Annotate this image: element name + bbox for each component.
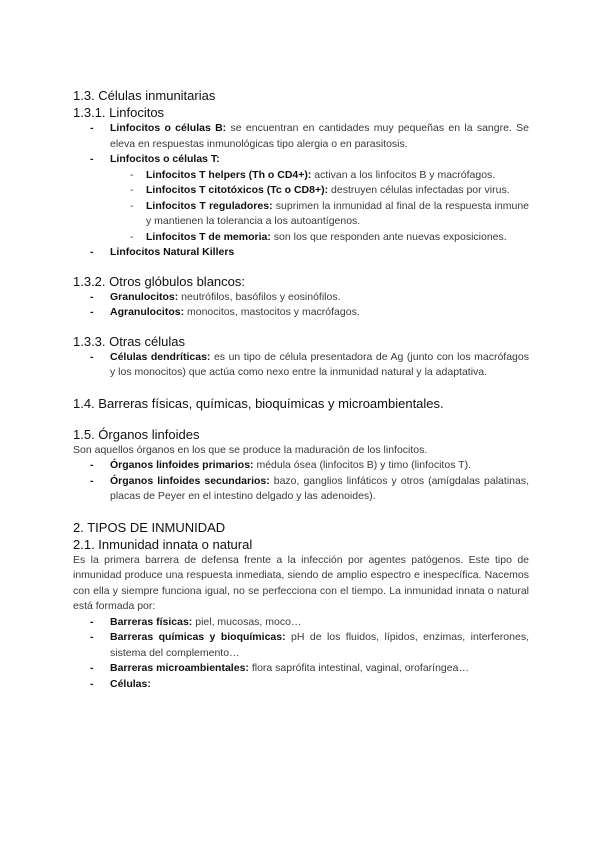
item-text: destruyen células infectadas por virus. <box>328 184 510 196</box>
dash-bullet: - <box>90 122 94 134</box>
dash-bullet: - <box>90 677 94 690</box>
item-text: piel, mucosas, moco… <box>192 615 302 628</box>
item-term: Linfocitos T de memoria: <box>146 230 271 243</box>
item-text: son los que responden ante nuevas exposiciones. <box>270 230 507 243</box>
item-term: Linfocitos T reguladores: <box>146 199 273 212</box>
otras-celulas-list <box>73 350 529 381</box>
inmunidad-innata-list <box>73 615 529 693</box>
item-term: Linfocitos T helpers (Th o CD4+): <box>146 168 312 181</box>
list-item <box>73 661 529 677</box>
dash-bullet: - <box>90 474 94 487</box>
section-heading-2: 2. TIPOS DE INMUNIDAD <box>73 519 226 535</box>
organos-list <box>73 458 529 505</box>
globulos-list <box>73 290 529 321</box>
item-text: suprimen la inmunidad al final de la respuesta inmune y mantienen la tolerancia a los autoantígenos. <box>146 199 529 227</box>
list-item <box>73 245 529 261</box>
list-item <box>73 615 529 631</box>
inmunidad-innata-paragraph: Es la primera barrera de defensa frente a la infección por agentes patógenos. Este tipo de inmunidad produce una respuesta inmediata, siendo de amplio espectro e inespecífica. Nacemos con ella y siempre funciona igual, no se perfecciona con el tiempo. La inmunidad innata o natural está formada por: <box>73 553 529 612</box>
dash-bullet: - <box>90 290 94 303</box>
item-text: es un tipo de célula presentadora de Ag (junto con los macrófagos y los monocitos) que actúa como nexo entre la inmunidad natural y la adaptativa. <box>110 350 529 378</box>
dash-bullet: - <box>90 662 94 674</box>
list-item <box>73 152 529 245</box>
dash-bullet: - <box>130 230 134 243</box>
section-heading-1-5: 1.5. Órganos linfoides <box>73 426 200 442</box>
organos-intro: Son aquellos órganos en los que se produce la maduración de los linfocitos. <box>73 443 428 456</box>
section-heading-1-3: 1.3. Células inmunitarias <box>73 88 216 103</box>
dash-bullet: - <box>90 246 94 258</box>
item-term: Barreras físicas: <box>110 615 193 628</box>
section-heading-1-4: 1.4. Barreras físicas, químicas, bioquímicas y microambientales. <box>73 395 444 411</box>
sub-list-item <box>110 168 529 184</box>
section-heading-1-3-1: 1.3.1. Linfocitos <box>73 105 165 120</box>
item-term: Barreras químicas y bioquímicas: <box>110 631 286 643</box>
document-body <box>73 87 529 692</box>
list-item <box>73 290 529 306</box>
list-item <box>73 305 529 321</box>
section-heading-1-3-2: 1.3.2. Otros glóbulos blancos: <box>73 273 245 289</box>
item-term: Granulocitos: <box>110 290 179 303</box>
list-item <box>73 630 529 661</box>
item-text: monocitos, mastocitos y macrófagos. <box>184 306 360 318</box>
item-term: Células dendríticas: <box>110 350 211 363</box>
sub-list-item <box>110 199 529 230</box>
item-term: Barreras microambientales: <box>110 662 249 674</box>
item-term: Linfocitos Natural Killers <box>110 246 235 258</box>
item-text: se encuentran en cantidades muy pequeñas en la sangre. Se eleva en respuestas inmunológicas tipo alergia o en parasitosis. <box>110 122 530 150</box>
item-text: neutrófilos, basófilos y eosinófilos. <box>178 290 341 303</box>
dash-bullet: - <box>130 168 134 181</box>
dash-bullet: - <box>130 184 134 196</box>
section-heading-2-1: 2.1. Inmunidad innata o natural <box>73 536 253 552</box>
dash-bullet: - <box>90 631 94 643</box>
sub-list-item <box>110 230 529 246</box>
dash-bullet: - <box>130 199 134 212</box>
item-term: Linfocitos o células B: <box>110 122 227 134</box>
list-item <box>73 121 529 152</box>
item-text: activan a los linfocitos B y macrófagos. <box>311 168 496 181</box>
section-heading-1-3-3: 1.3.3. Otras células <box>73 333 185 349</box>
dash-bullet: - <box>90 615 94 628</box>
list-item <box>73 677 529 693</box>
item-term: Células: <box>110 677 151 690</box>
dash-bullet: - <box>90 459 94 471</box>
item-text: médula ósea (linfocitos B) y timo (linfocitos T). <box>253 459 471 471</box>
linfocitos-t-sublist <box>110 168 529 246</box>
list-item <box>73 474 529 505</box>
item-text: flora saprófita intestinal, vaginal, orofaríngea… <box>248 662 469 674</box>
item-term: Linfocitos T citotóxicos (Tc o CD8+): <box>146 184 329 196</box>
dash-bullet: - <box>90 306 94 318</box>
item-term: Linfocitos o células T: <box>110 153 220 165</box>
dash-bullet: - <box>90 350 94 363</box>
item-text: pH de los fluidos, lípidos, enzimas, interferones, sistema del complemento… <box>110 631 529 659</box>
list-item <box>73 350 529 381</box>
item-text: bazo, ganglios linfáticos y otros (amígdalas palatinas, placas de Peyer en el intestino delgado y las adenoides). <box>110 474 529 502</box>
dash-bullet: - <box>90 153 94 165</box>
item-term: Agranulocitos: <box>110 306 185 318</box>
sub-list-item <box>110 183 529 199</box>
item-term: Órganos linfoides primarios: <box>110 459 254 471</box>
linfocitos-list <box>73 121 529 261</box>
item-term: Órganos linfoides secundarios: <box>110 474 270 487</box>
list-item <box>73 458 529 474</box>
